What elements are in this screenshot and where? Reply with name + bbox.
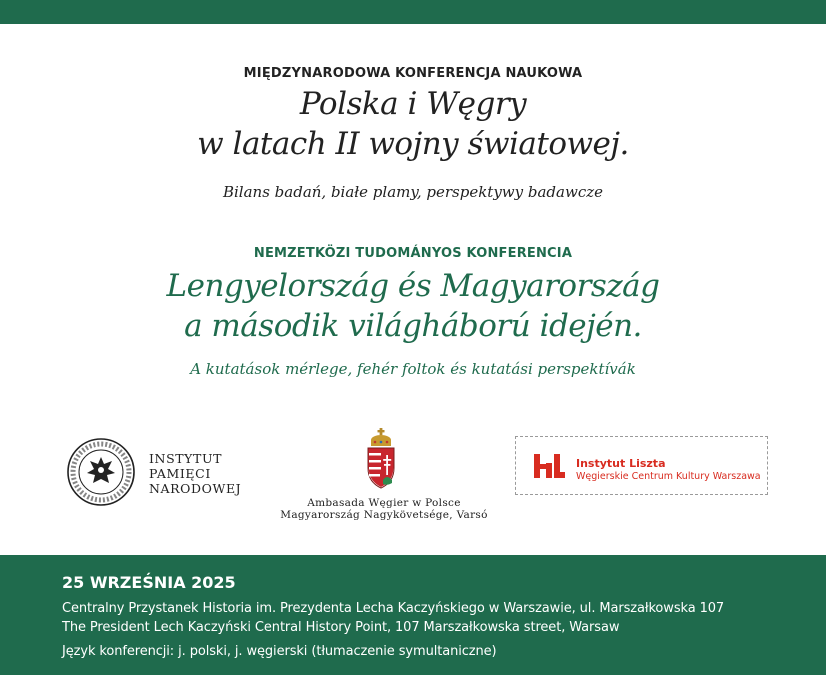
hungarian-crest-icon <box>366 428 396 490</box>
ipn-seal-icon <box>66 437 136 507</box>
liszt-subtitle: Węgierskie Centrum Kultury Warszawa <box>576 471 761 482</box>
polish-title-line2: w latach II wojny światowej. <box>197 126 629 162</box>
ipn-line1: INSTYTUT <box>149 451 223 466</box>
polish-subtitle: Bilans badań, białe plamy, perspektywy badawcze <box>222 183 604 201</box>
embassy-line1: Ambasada Węgier w Polsce <box>307 497 461 509</box>
liszt-institute-logo <box>515 436 768 495</box>
ipn-name <box>149 451 241 496</box>
ipn-line2: PAMIĘCI <box>149 466 211 481</box>
ipn-line3: NARODOWEJ <box>149 481 242 496</box>
embassy-line2: Magyarország Nagykövetsége, Varsó <box>280 509 488 521</box>
embassy-name <box>276 497 492 521</box>
hungarian-title-line2: a második világháború idején. <box>184 308 642 344</box>
event-date: 25 WRZEŚNIA 2025 <box>62 573 236 592</box>
top-bar <box>0 0 826 24</box>
hungarian-subtitle: A kutatások mérlege, fehér foltok és kutatási perspektívák <box>190 360 636 378</box>
liszt-name: Instytut Liszta <box>576 457 666 470</box>
venue-english: The President Lech Kaczyński Central History Point, 107 Marszałkowska street, Warsaw <box>62 620 620 635</box>
liszt-logo-icon <box>532 452 566 480</box>
polish-kicker: MIĘDZYNARODOWA KONFERENCJA NAUKOWA <box>243 66 583 81</box>
conference-language: Język konferencji: j. polski, j. węgierski (tłumaczenie symultaniczne) <box>62 644 497 659</box>
polish-title-line1: Polska i Węgry <box>299 86 527 122</box>
hungarian-title-line1: Lengyelország és Magyarország <box>166 268 660 304</box>
venue-polish: Centralny Przystanek Historia im. Prezydenta Lecha Kaczyńskiego w Warszawie, ul. Marszałkowska 107 <box>62 601 725 616</box>
footer <box>0 555 826 675</box>
hungarian-kicker: NEMZETKÖZI TUDOMÁNYOS KONFERENCIA <box>253 246 573 261</box>
